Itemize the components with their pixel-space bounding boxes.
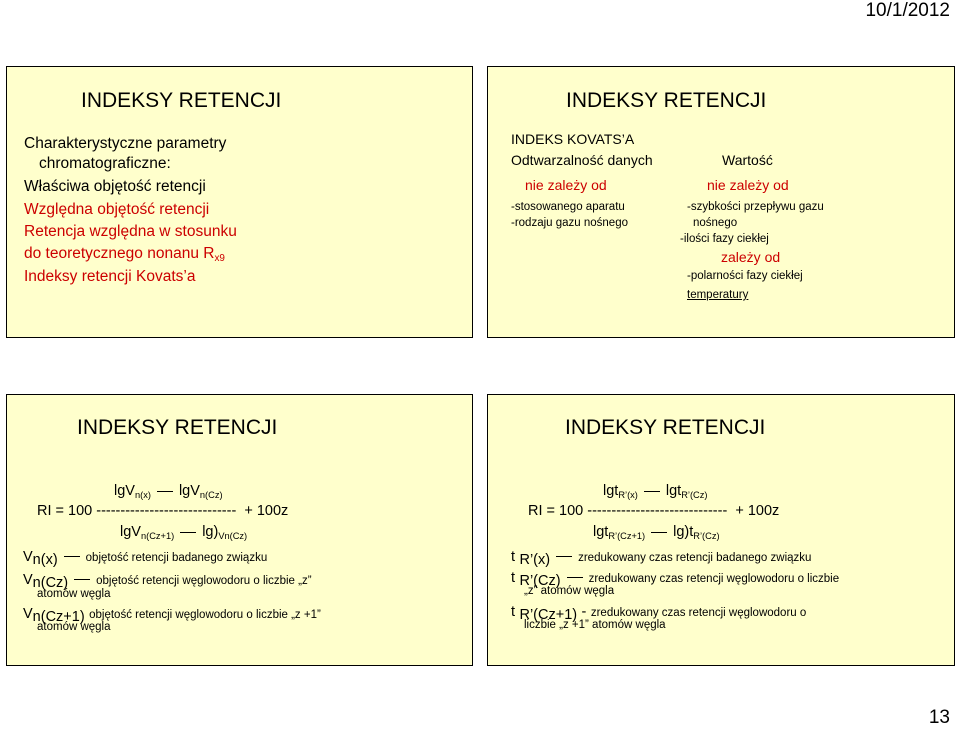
definition-trcz-cont: „z” atomów węgla <box>524 585 615 597</box>
definition-vncz: $V_{n(Cz)}$ objętość retencji węglowodoru o liczbie „z” <box>23 572 312 591</box>
definition-vnx: $V_{n(x)}$ objętość retencji badanego związku <box>23 549 268 568</box>
right-depends-label: zależy od <box>721 249 781 265</box>
slide-title: INDEKSY RETENCJI <box>77 416 278 439</box>
formula-ri: RI = 100 ----------------------------- + 100z <box>528 503 780 519</box>
heading-line-2: chromatograficzne: <box>39 155 171 172</box>
right-item-cont: nośnego <box>693 217 738 229</box>
slide-title: INDEKSY RETENCJI <box>565 416 766 439</box>
formula-denominator: lgt$_{R’(Cz+1)}$ $\lg)t_{R’(Cz)}$ <box>593 524 720 541</box>
right-condition-label: nie zależy od <box>707 177 789 193</box>
list-item: Właściwa objętość retencji <box>24 178 206 195</box>
slide-title: INDEKSY RETENCJI <box>81 89 282 112</box>
slide-title: INDEKSY RETENCJI <box>566 89 767 112</box>
header-date: 10/1/2012 <box>865 0 950 21</box>
slide-1 <box>6 66 473 338</box>
left-item: -stosowanego aparatu <box>511 201 625 213</box>
left-condition-label: nie zależy od <box>525 177 607 193</box>
left-item: -rodzaju gazu nośnego <box>511 217 628 229</box>
right-item: -szybkości przepływu gazu <box>687 201 824 213</box>
list-item: do teoretycznego nonanu $R_{x9}$ <box>24 245 225 264</box>
reproducibility-label: Odtwarzalność danych <box>511 152 653 168</box>
slide-2 <box>487 66 955 338</box>
formula-numerator: lgt$_{R’(x)}$ lgt$_{R’(Cz)}$ <box>603 483 708 500</box>
right-item: -ilości fazy ciekłej <box>680 233 769 245</box>
formula-numerator: lgV$_{n(x)}$ lgV$_{n(Cz)}$ <box>114 483 223 500</box>
list-item: Względna objętość retencji <box>24 201 210 218</box>
slide-3 <box>6 394 473 666</box>
kovats-heading: INDEKS KOVATS’A <box>511 131 635 147</box>
value-label: Wartość <box>722 152 773 168</box>
definition-trcz1-cont: liczbie „z +1” atomów węgla <box>524 619 666 631</box>
page-number: 13 <box>928 707 950 728</box>
right-item: -polarności fazy ciekłej <box>687 270 803 282</box>
definition-trcz: t $_{R’(Cz)}$ zredukowany czas retencji węglowodoru o liczbie <box>511 570 840 589</box>
list-item: Retencja względna w stosunku <box>24 223 237 240</box>
right-item: temperatury <box>687 289 749 301</box>
formula-ri: RI = 100 ----------------------------- + 100z <box>37 503 289 519</box>
definition-vncz-cont: atomów węgla <box>37 588 111 600</box>
heading-line-1: Charakterystyczne parametry <box>24 135 227 152</box>
definition-trx: t $_{R’(x)}$ zredukowany czas retencji badanego związku <box>511 549 812 568</box>
formula-denominator: lgV$_{n(Cz+1)}$ $\lg)_{Vn(Cz)}$ <box>120 524 248 541</box>
definition-vncz1: $V_{n(Cz+1)}$ objętość retencji węglowodoru o liczbie „z +1” <box>23 606 321 625</box>
slide-4 <box>487 394 955 666</box>
definition-trcz1: t $_{R’(Cz+1)}$ - zredukowany czas retencji węglowodoru o <box>511 604 807 623</box>
list-item: Indeksy retencji Kovats’a <box>24 268 196 285</box>
definition-vncz1-cont: atomów węgla <box>37 621 111 633</box>
